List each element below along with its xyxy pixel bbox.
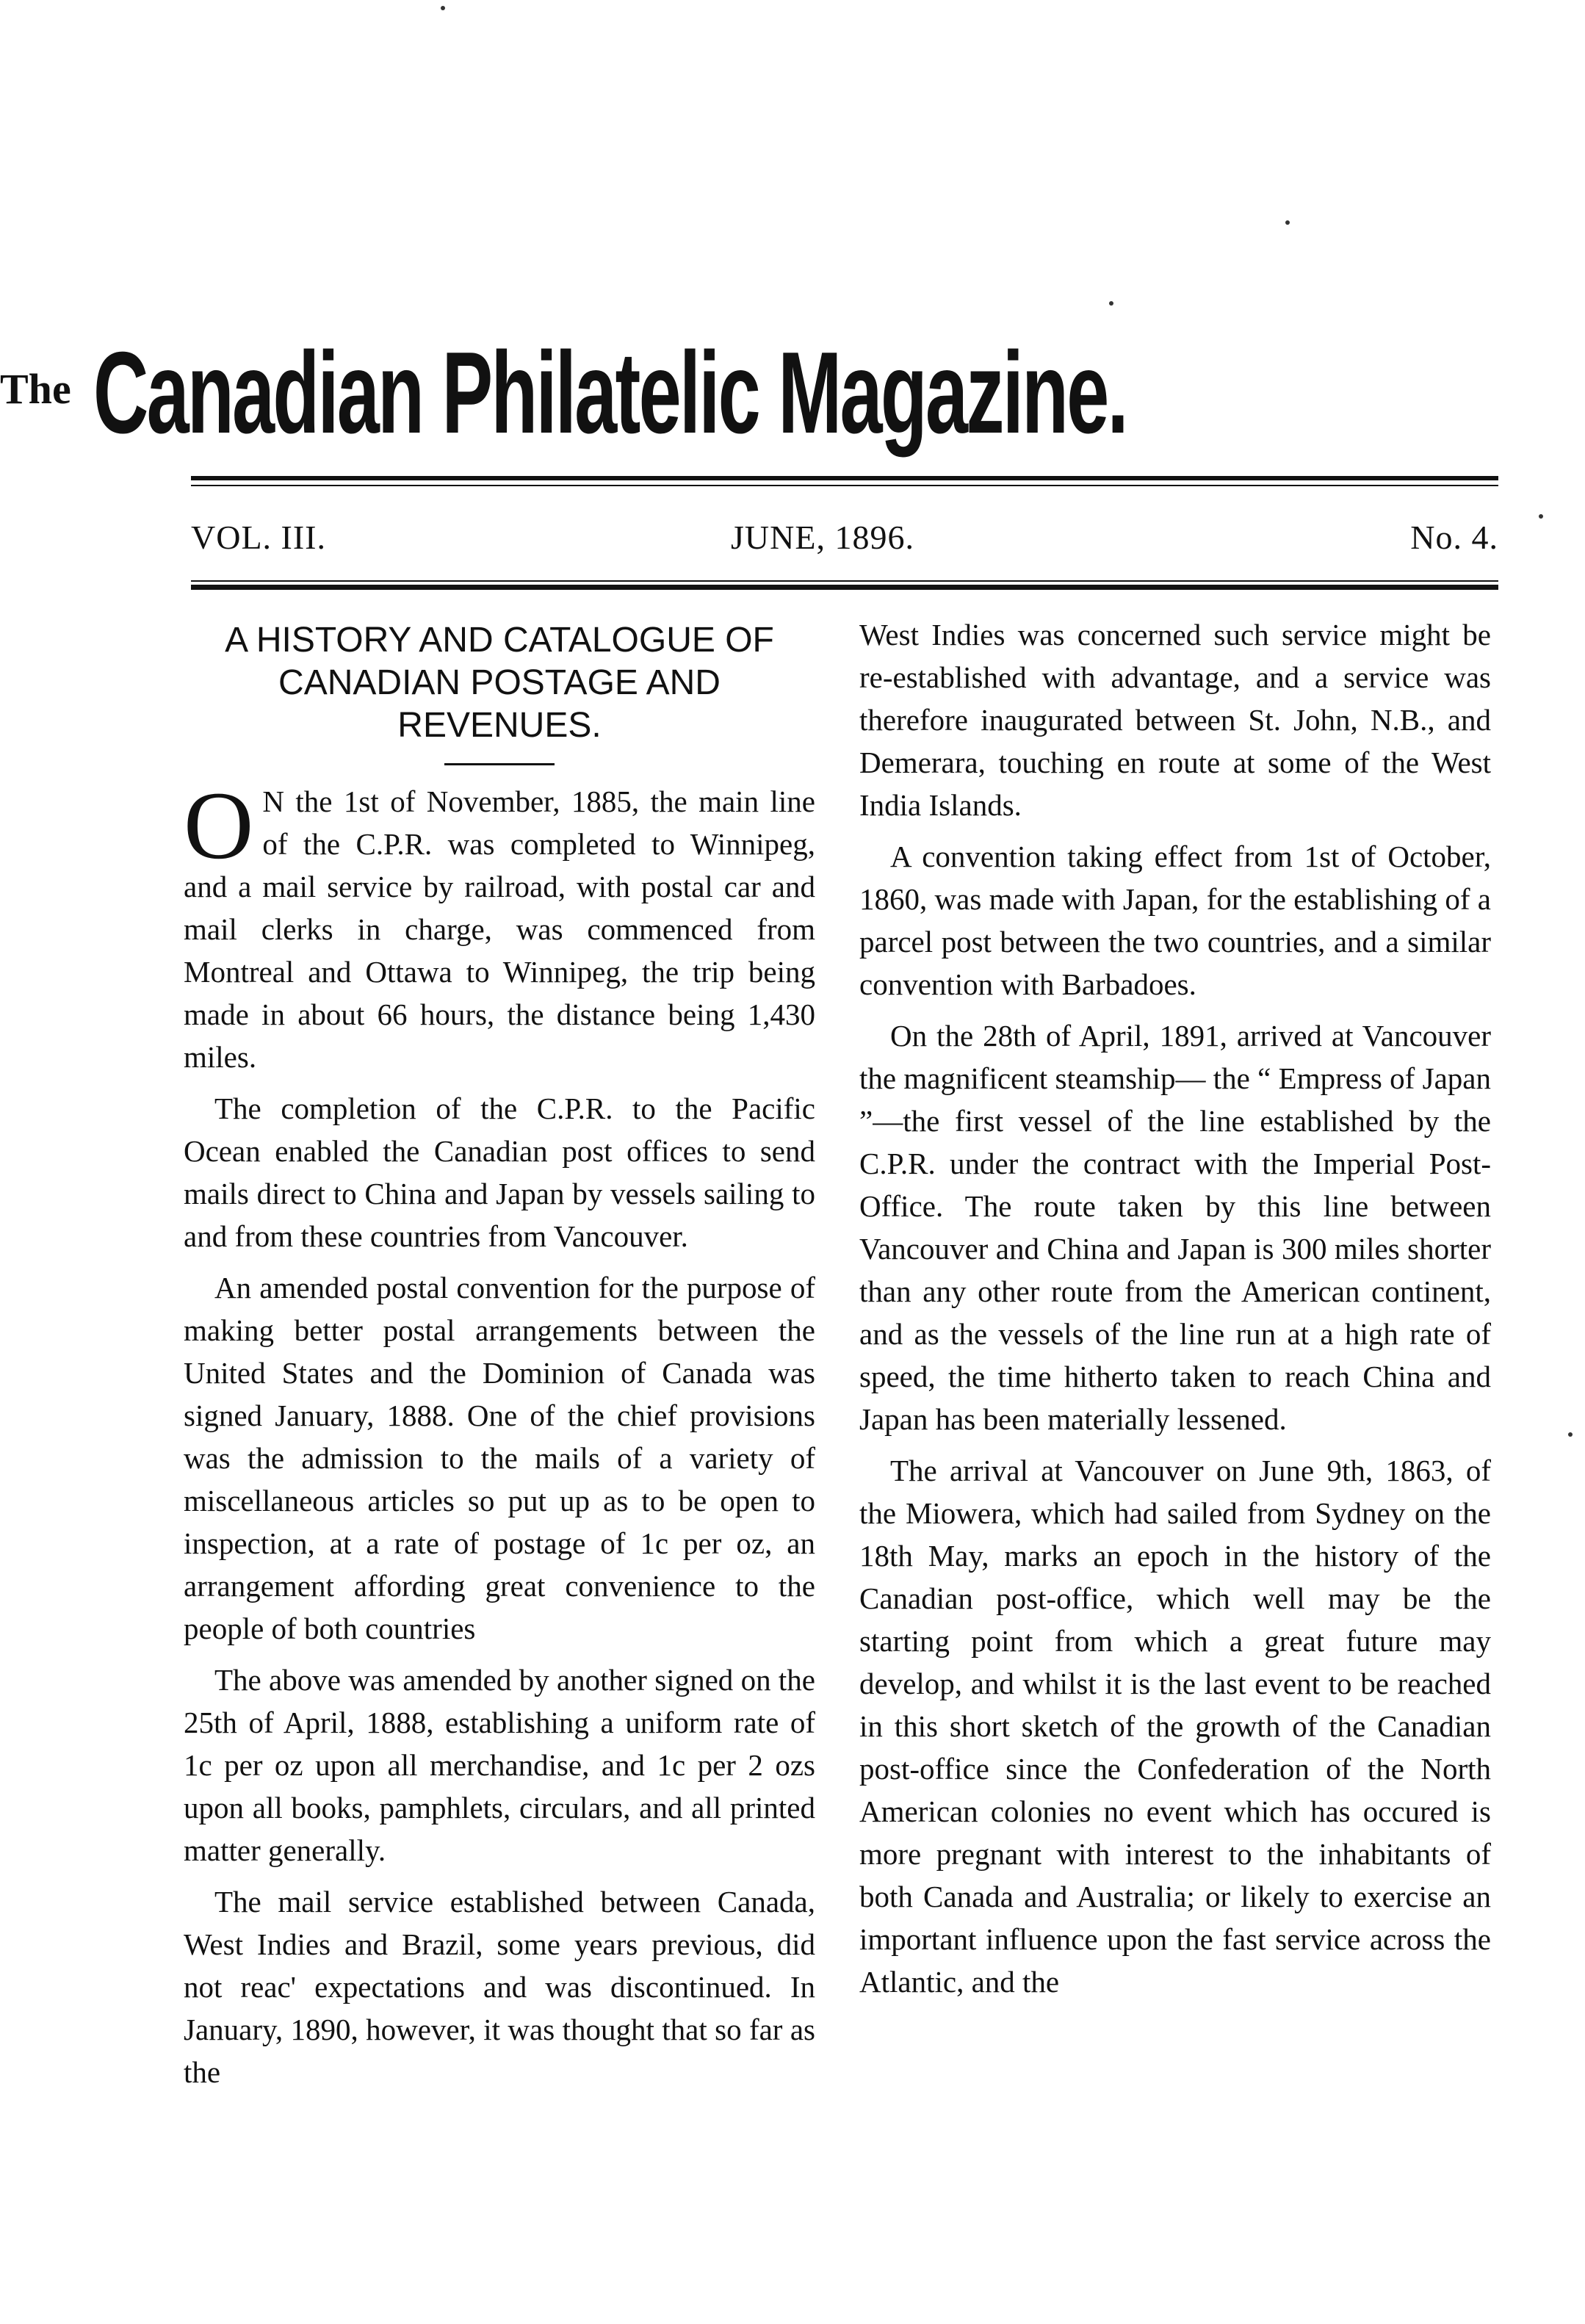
article-paragraph: West Indies was concerned such service might be re-established with advantage, and a service was therefore inaugurated between St. John, N.B., and Demerara, touching en route at some of the West India Islands. bbox=[859, 618, 1491, 822]
article-paragraph: The completion of the C.P.R. to the Pacific Ocean enabled the Canadian post offices to send mails direct to China and Japan by vessels sailing to and from these countries from Vancouver. bbox=[184, 1091, 815, 1253]
issue-number: No. 4. bbox=[1410, 519, 1498, 556]
article-paragraph: An amended postal convention for the purpose of making better postal arrangements between the United States and the Dominion of Canada was signed January, 1888. One of the chief provisions was the admission to the mails of a variety of miscellaneous articles so put up as to be open to inspection, at a rate of postage of 1c per oz, an arrangement affording great convenience to the people of both countries bbox=[184, 1271, 815, 1645]
drop-cap: O bbox=[184, 771, 254, 879]
issue-date: JUNE, 1896. bbox=[731, 519, 914, 556]
scan-speck bbox=[441, 6, 445, 10]
masthead-rule-top bbox=[191, 476, 1498, 480]
scan-speck bbox=[1539, 514, 1543, 519]
issue-rule-thick bbox=[191, 585, 1498, 590]
article-paragraph: The arrival at Vancouver on June 9th, 1863, of the Miowera, which had sailed from Sydney on the 18th May, marks an epoch in the history of the Canadian post-office, which well may be the starting point from which a great future may develop, and whilst it is the last event to be reached in this short sketch of the growth of the Canadian post-office since the Confederation of the North American colonies no event which has occured is more pregnant with interest to the inhabitants of both Canada and Australia; or likely to exercise an important influence upon the fast service across the Atlantic, and the bbox=[859, 1454, 1491, 1999]
scan-speck bbox=[1109, 301, 1113, 306]
article-paragraph: The mail service established between Canada, West Indies and Brazil, some years previous, did not reac' expectations and was discontinued. In January, 1890, however, it was thought that so far as the bbox=[184, 1885, 815, 2089]
article-heading: A HISTORY AND CATALOGUE OF CANADIAN POSTAGE AND REVENUES. bbox=[225, 621, 774, 745]
article-paragraph: A convention taking effect from 1st of October, 1860, was made with Japan, for the establishing of a parcel post between the two countries, and a similar convention with Barbadoes. bbox=[859, 840, 1491, 1001]
article-paragraph bbox=[184, 771, 815, 1078]
masthead-rule-thin bbox=[191, 485, 1498, 486]
paragraph-text: N the 1st of November, 1885, the main line of the C.P.R. was completed to Winnipeg, and a mail service by railroad, with postal car and mail clerks in charge, was commenced from Montreal and Ottawa to Winnipeg, the trip being made in about 66 hours, the distance being 1,430 miles. bbox=[184, 784, 815, 1074]
magazine-title: Canadian Philatelic Magazine. bbox=[93, 328, 1127, 458]
volume-label: VOL. III. bbox=[191, 519, 326, 556]
article-paragraph: On the 28th of April, 1891, arrived at Vancouver the magnificent steamship— the “ Empress of Japan ”—the first vessel of the line established by the C.P.R. under the contract with the Imperial Post-Office. The route taken by this line between Vancouver and China and Japan is 300 miles shorter than any other route from the American continent, and as the vessels of the line run at a high rate of speed, the time hitherto taken to reach China and Japan has been materially lessened. bbox=[859, 1019, 1491, 1436]
article-paragraph: The above was amended by another signed on the 25th of April, 1888, establishing a uniform rate of 1c per oz upon all merchandise, and 1c per 2 ozs upon all books, pamphlets, circulars, and all printed matter generally. bbox=[184, 1663, 815, 1867]
issue-line bbox=[191, 518, 1498, 569]
column-divider bbox=[837, 610, 839, 2299]
masthead bbox=[0, 327, 1585, 459]
scan-speck bbox=[1285, 220, 1290, 225]
article-left-column bbox=[184, 613, 815, 2102]
heading-rule bbox=[444, 763, 555, 765]
issue-rule-thin bbox=[191, 580, 1498, 582]
scan-speck bbox=[1568, 1432, 1573, 1437]
article-right-column bbox=[859, 613, 1491, 2012]
masthead-article-word: The bbox=[0, 365, 71, 413]
